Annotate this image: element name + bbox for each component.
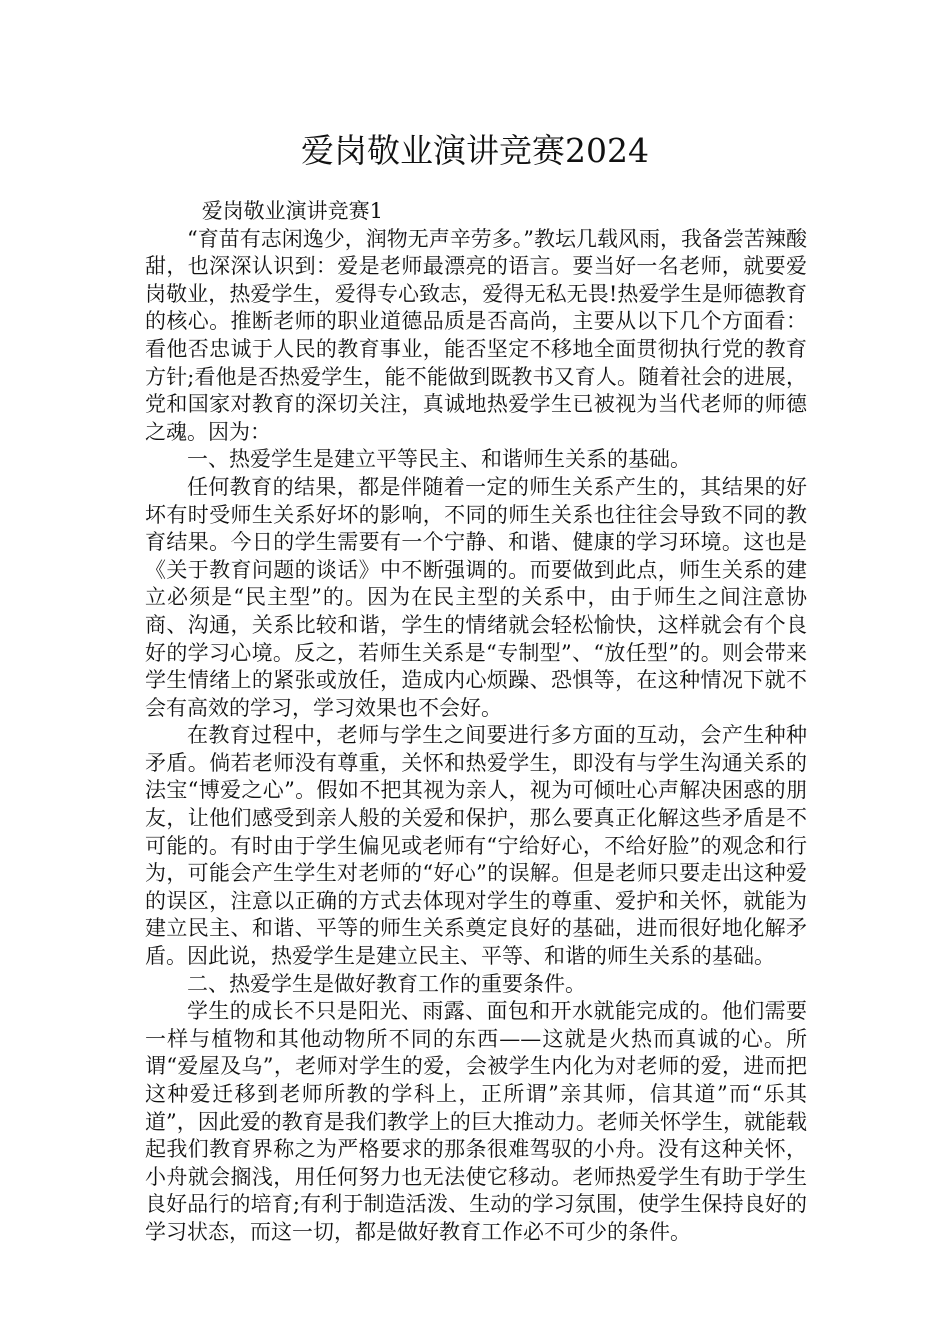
document-title: 爱岗敬业演讲竞赛2024 — [301, 131, 649, 170]
paragraph: “育苗有志闲逸少，润物无声辛劳多。”教坛几载风雨，我备尝苦辣酸甜，也深深认识到：爱是老师最漂亮的语言。要当好一名老师，就要爱岗敬业，热爱学生，爱得专心致志，爱得无私无畏!热爱学生是师德教育的核心。推断老师的职业道德品质是否高尚，主要从以下几个方面看：看他否忠诚于人民的教育事业，能否坚定不移地全面贯彻执行党的教育方针;看他是否热爱学生，能不能做到既教书又育人。随着社会的进展，党和国家对教育的深切关注，真诚地热爱学生已被视为当代老师的师德之魂。因为： — [145, 226, 807, 444]
point-heading-1: 一、热爱学生是建立平等民主、和谐师生关系的基础。 — [187, 447, 691, 472]
section-heading: 爱岗敬业演讲竞赛1 — [201, 199, 384, 223]
paragraph: 任何教育的结果，都是伴随着一定的师生关系产生的，其结果的好坏有时受师生关系好坏的影响，不同的师生关系也往往会导致不同的教育结果。今日的学生需要有一个宁静、和谐、健康的学习环境。这也是《关于教育问题的谈话》中不断强调的。而要做到此点，师生关系的建立必须是“民主型”的。因为在民主型的关系中，由于师生之间注意协商、沟通，关系比较和谐，学生的情绪就会轻松愉快，这样就会有个良好的学习心境。反之，若师生关系是“专制型”、“放任型”的。则会带来学生情绪上的紧张或放任，造成内心烦躁、恐惧等，在这种情况下就不会有高效的学习，学习效果也不会好。 — [145, 474, 807, 720]
paragraph: 在教育过程中，老师与学生之间要进行多方面的互动，会产生种种矛盾。倘若老师没有尊重，关怀和热爱学生，即没有与学生沟通关系的法宝“博爱之心”。假如不把其视为亲人，视为可倾吐心声解决困惑的朋友，让他们感受到亲人般的关爱和保护，那么要真正化解这些矛盾是不可能的。有时由于学生偏见或老师有“宁给好心，不给好脸”的观念和行为，可能会产生学生对老师的“好心”的误解。但是老师只要走出这种爱的误区，注意以正确的方式去体现对学生的尊重、爱护和关怀，就能为建立民主、和谐、平等的师生关系奠定良好的基础，进而很好地化解矛盾。因此说，热爱学生是建立民主、平等、和谐的师生关系的基础。 — [145, 723, 807, 969]
paragraph: 学生的成长不只是阳光、雨露、面包和开水就能完成的。他们需要一样与植物和其他动物所不同的东西——这就是火热而真诚的心。所谓“爱屋及乌”，老师对学生的爱，会被学生内化为对老师的爱，进而把这种爱迁移到老师所教的学科上，正所谓”亲其师，信其道”而“乐其道”，因此爱的教育是我们教学上的巨大推动力。老师关怀学生，就能载起我们教育界称之为严格要求的那条很难驾驭的小舟。没有这种关怀，小舟就会搁浅，用任何努力也无法使它移动。老师热爱学生有助于学生良好品行的培育;有利于制造活泼、生动的学习氛围，使学生保持良好的学习状态，而这一切，都是做好教育工作必不可少的条件。 — [145, 999, 807, 1244]
document-body — [145, 198, 807, 1247]
point-heading-2: 二、热爱学生是做好教育工作的重要条件。 — [187, 971, 586, 996]
